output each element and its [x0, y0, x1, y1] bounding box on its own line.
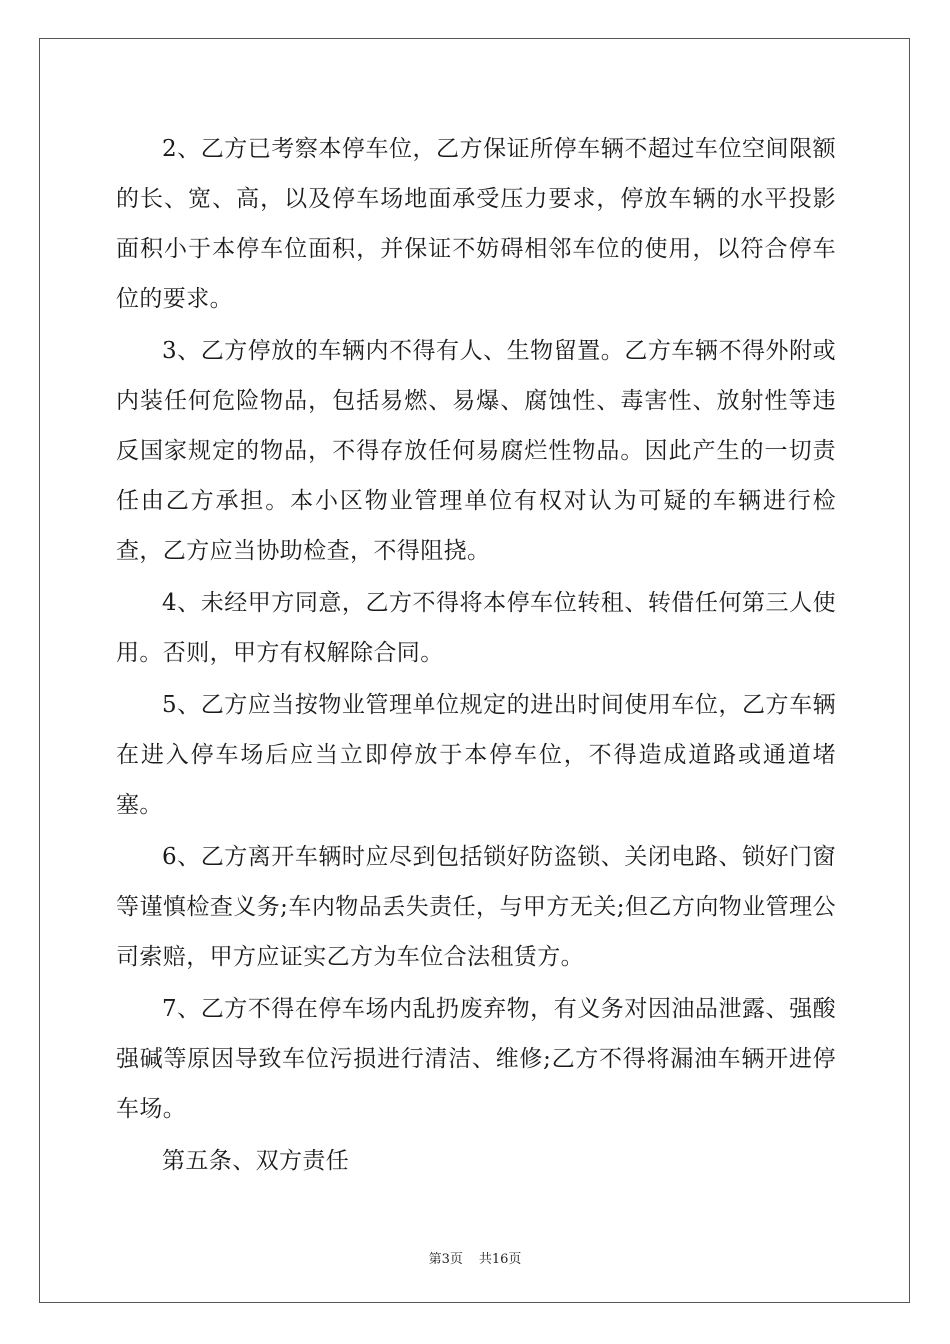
page-footer	[0, 1248, 950, 1267]
clause-5-paragraph: 5、乙方应当按物业管理单位规定的进出时间使用车位，乙方车辆在进入停车场后应当立即停放于本停车位，不得造成道路或通道堵塞。	[116, 692, 836, 818]
document-body	[116, 124, 836, 1188]
section-heading: 第五条、双方责任	[162, 1148, 350, 1174]
clause-4-paragraph: 4、未经甲方同意，乙方不得将本停车位转租、转借任何第三人使用。否则，甲方有权解除合同。	[116, 590, 836, 666]
clause-2-paragraph: 2、乙方已考察本停车位，乙方保证所停车辆不超过车位空间限额的长、宽、高，以及停车场地面承受压力要求，停放车辆的水平投影面积小于本停车位面积，并保证不妨碍相邻车位的使用，以符合停车位的要求。	[116, 136, 836, 312]
clause-7-paragraph: 7、乙方不得在停车场内乱扔废弃物，有义务对因油品泄露、强酸强碱等原因导致车位污损进行清洁、维修;乙方不得将漏油车辆开进停车场。	[116, 996, 836, 1122]
clause-6-paragraph: 6、乙方离开车辆时应尽到包括锁好防盗锁、关闭电路、锁好门窗等谨慎检查义务;车内物品丢失责任，与甲方无关;但乙方向物业管理公司索赔，甲方应证实乙方为车位合法租赁方。	[116, 844, 836, 970]
clause-3-paragraph: 3、乙方停放的车辆内不得有人、生物留置。乙方车辆不得外附或内装任何危险物品，包括易燃、易爆、腐蚀性、毒害性、放射性等违反国家规定的物品，不得存放任何易腐烂性物品。因此产生的一切责任由乙方承担。本小区物业管理单位有权对认为可疑的车辆进行检查，乙方应当协助检查，不得阻挠。	[116, 338, 836, 564]
page-total: 共16页	[478, 1252, 522, 1267]
page-number: 第3页	[428, 1252, 463, 1267]
